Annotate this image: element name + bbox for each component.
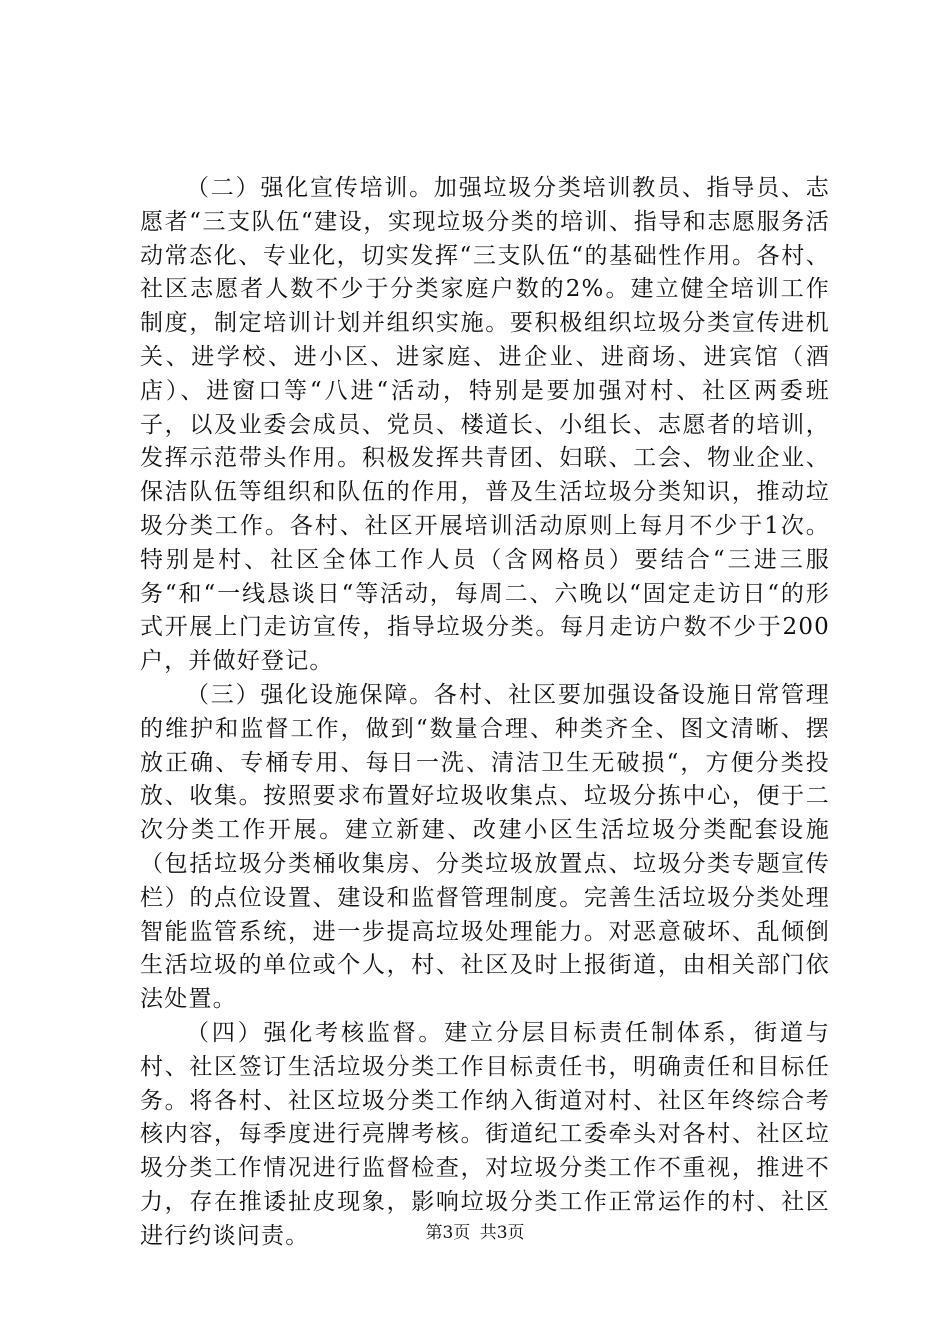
- page-footer: [0, 1218, 950, 1243]
- paragraph-assessment-supervision: （四）强化考核监督。建立分层目标责任制体系，街道与村、社区签订生活垃圾分类工作目标责任书，明确责任和目标任务。将各村、社区垃圾分类工作纳入街道对村、社区年终综合考核内容，每季度进行亮牌考核。街道纪工委牵头对各村、社区垃圾分类工作情况进行监督检查，对垃圾分类工作不重视，推进不力，存在推诿扯皮现象，影响垃圾分类工作正常运作的村、社区进行约谈问责。: [140, 1019, 830, 1249]
- paragraph-publicity-training: （二）强化宣传培训。加强垃圾分类培训教员、指导员、志愿者“三支队伍“建设，实现垃圾分类的培训、指导和志愿服务活动常态化、专业化，切实发挥“三支队伍“的基础性作用。各村、社区志愿者人数不少于分类家庭户数的2%。建立健全培训工作制度，制定培训计划并组织实施。要积极组织垃圾分类宣传进机关、进学校、进小区、进家庭、进企业、进商场、进宾馆（酒店）、进窗口等“八进“活动，特别是要加强对村、社区两委班子，以及业委会成员、党员、楼道长、小组长、志愿者的培训，发挥示范带头作用。积极发挥共青团、妇联、工会、物业企业、保洁队伍等组织和队伍的作用，普及生活垃圾分类知识，推动垃圾分类工作。各村、社区开展培训活动原则上每月不少于1次。特别是村、社区全体工作人员（含网格员）要结合“三进三服务“和“一线恳谈日“等活动，每周二、六晚以“固定走访日“的形式开展上门走访宣传，指导垃圾分类。每月走访户数不少于200户，并做好登记。: [140, 175, 830, 675]
- page-total: 共3页: [479, 1223, 525, 1243]
- paragraph-facility-support: （三）强化设施保障。各村、社区要加强设备设施日常管理的维护和监督工作，做到“数量合理、种类齐全、图文清晰、摆放正确、专桶专用、每日一洗、清洁卫生无破损“，方便分类投放、收集。按照要求布置好垃圾收集点、垃圾分拣中心，便于二次分类工作开展。建立新建、改建小区生活垃圾分类配套设施（包括垃圾分类桶收集房、分类垃圾放置点、垃圾分类专题宣传栏）的点位设置、建设和监督管理制度。完善生活垃圾分类处理智能监管系统，进一步提高垃圾处理能力。对恶意破坏、乱倾倒生活垃圾的单位或个人，村、社区及时上报街道，由相关部门依法处置。: [140, 681, 830, 1013]
- document-body: [140, 172, 830, 1254]
- page-number: 第3页: [425, 1223, 471, 1243]
